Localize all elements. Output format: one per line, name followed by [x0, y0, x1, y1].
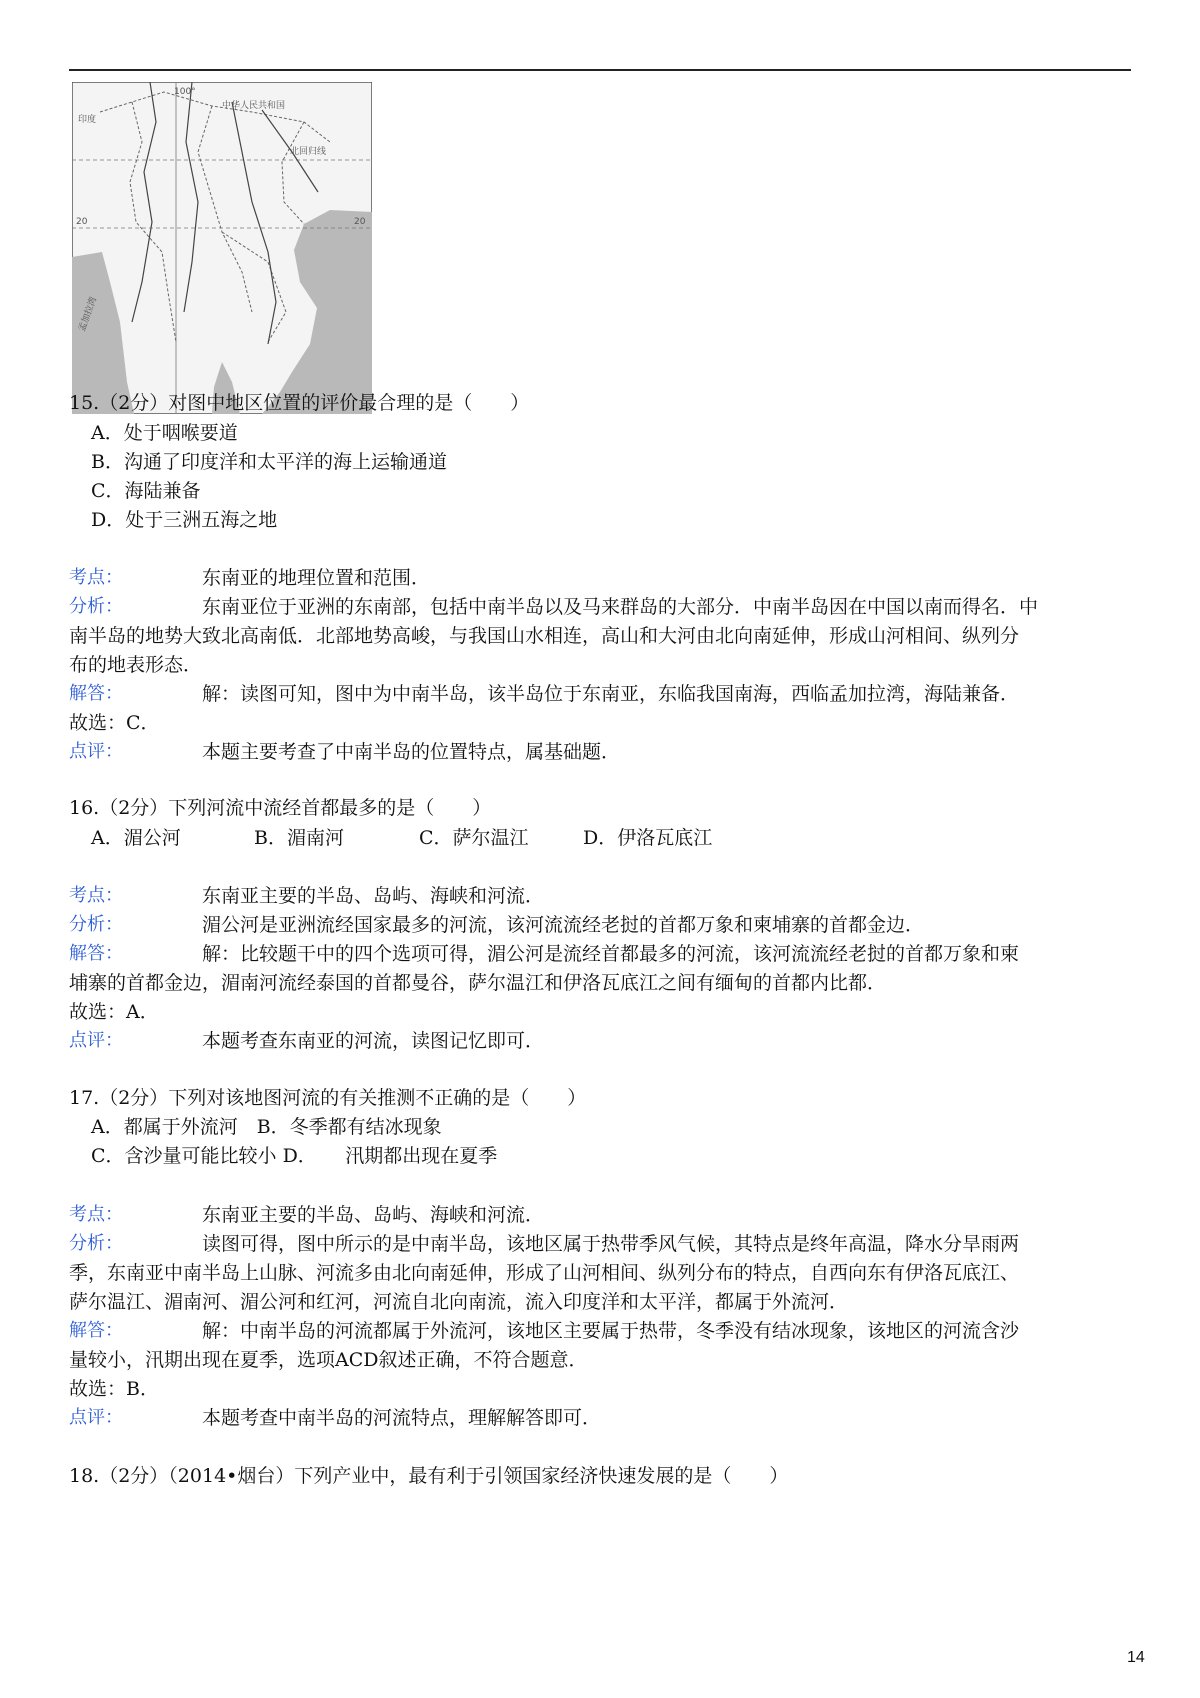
india-label: 印度: [78, 115, 97, 125]
q15-jieda-label: 解答：: [69, 683, 123, 704]
q17-kaodian: 东南亚主要的半岛、岛屿、海峡和河流．: [202, 1204, 545, 1226]
q15-fenxi-line2: 南半岛的地势大致北高南低．北部地势高峻，与我国山水相连，高山和大河由北向南延伸，形成山河相间、纵列分: [69, 625, 1020, 647]
q16-jieda-line1: 解：比较题干中的四个选项可得，湄公河是流经首都最多的河流，该河流流经老挝的首都万象和柬: [202, 943, 1020, 965]
q15-option-d: D．处于三洲五海之地: [91, 509, 278, 531]
q18-stem: 18.（2分）（2014•烟台）下列产业中，最有利于引领国家经济快速发展的是（ ）: [69, 1465, 789, 1487]
tropic-label: 北回归线: [290, 147, 327, 157]
q15-stem: 15.（2分）对图中地区位置的评价最合理的是（ ）: [69, 392, 530, 414]
q16-stem: 16.（2分）下列河流中流经首都最多的是（ ）: [69, 797, 492, 819]
q17-fenxi-label: 分析：: [69, 1233, 123, 1254]
q17-jieda-line2: 量较小，汛期出现在夏季，选项ACD叙述正确，不符合题意．: [69, 1349, 588, 1371]
q16-option-b: B．湄南河: [254, 827, 344, 849]
q16-option-a: A．湄公河: [91, 827, 181, 849]
lat20-right-label: 20: [354, 217, 366, 227]
china-label: 中华人民共和国: [222, 101, 286, 111]
q16-guxuan: 故选：A．: [69, 1001, 159, 1023]
q17-options-line2: C．含沙量可能比较小 D． 汛期都出现在夏季: [91, 1145, 498, 1167]
q15-fenxi-label: 分析：: [69, 596, 123, 617]
q17-jieda-label: 解答：: [69, 1320, 123, 1341]
q16-option-d: D．伊洛瓦底江: [583, 827, 713, 849]
q17-kaodian-label: 考点：: [69, 1204, 123, 1225]
q15-guxuan: 故选：C．: [69, 712, 160, 734]
meridian-label: 100°: [174, 87, 196, 97]
q17-fenxi-line2: 季，东南亚中南半岛上山脉、河流多由北向南延伸，形成了山河相间、纵列分布的特点，自西向东有伊洛瓦底江、: [69, 1262, 1020, 1284]
q16-kaodian-label: 考点：: [69, 885, 123, 906]
q15-fenxi-line3: 布的地表形态．: [69, 654, 203, 676]
bay-label: 孟加拉湾: [77, 295, 100, 334]
q16-dianping: 本题考查东南亚的河流，读图记忆即可．: [202, 1030, 545, 1052]
q16-jieda-label: 解答：: [69, 943, 123, 964]
q17-jieda-line1: 解：中南半岛的河流都属于外流河，该地区主要属于热带，冬季没有结冰现象，该地区的河流含沙: [202, 1320, 1020, 1342]
q16-dianping-label: 点评：: [69, 1030, 123, 1051]
q15-kaodian-label: 考点：: [69, 567, 123, 588]
q15-fenxi-line1: 东南亚位于亚洲的东南部，包括中南半岛以及马来群岛的大部分．中南半岛因在中国以南而得名．中: [202, 596, 1039, 618]
page-number: 14: [1127, 1649, 1145, 1666]
indochina-map-figure: [72, 82, 372, 414]
q15-jieda: 解：读图可知，图中为中南半岛，该半岛位于东南亚，东临我国南海，西临孟加拉湾，海陆兼备．: [202, 683, 1020, 705]
q15-option-a: A．处于咽喉要道: [91, 422, 238, 444]
q17-guxuan: 故选：B．: [69, 1378, 159, 1400]
q17-stem: 17.（2分）下列对该地图河流的有关推测不正确的是（ ）: [69, 1087, 587, 1109]
q17-dianping: 本题考查中南半岛的河流特点，理解解答即可．: [202, 1407, 602, 1429]
q16-fenxi-line1: 湄公河是亚洲流经国家最多的河流，该河流流经老挝的首都万象和柬埔寨的首都金边．: [202, 914, 925, 936]
q16-jieda-line2: 埔寨的首都金边，湄南河流经泰国的首都曼谷，萨尔温江和伊洛瓦底江之间有缅甸的首都内比都．: [69, 972, 887, 994]
q15-option-b: B．沟通了印度洋和太平洋的海上运输通道: [91, 451, 447, 473]
q16-kaodian: 东南亚主要的半岛、岛屿、海峡和河流．: [202, 885, 545, 907]
q16-fenxi-label: 分析：: [69, 914, 123, 935]
q17-dianping-label: 点评：: [69, 1407, 123, 1428]
header-rule: [69, 69, 1131, 71]
q17-options-line1: A．都属于外流河 B．冬季都有结冰现象: [91, 1116, 442, 1138]
q15-option-c: C．海陆兼备: [91, 480, 201, 502]
q17-fenxi-line3: 萨尔温江、湄南河、湄公河和红河，河流自北向南流，流入印度洋和太平洋，都属于外流河．: [69, 1291, 849, 1313]
q15-kaodian: 东南亚的地理位置和范围．: [202, 567, 431, 589]
q16-option-c: C．萨尔温江: [419, 827, 529, 849]
lat20-left-label: 20: [76, 217, 88, 227]
q15-dianping-label: 点评：: [69, 741, 123, 762]
q17-fenxi-line1: 读图可得，图中所示的是中南半岛，该地区属于热带季风气候，其特点是终年高温，降水分旱雨两: [202, 1233, 1020, 1255]
q15-dianping: 本题主要考查了中南半岛的位置特点，属基础题．: [202, 741, 621, 763]
